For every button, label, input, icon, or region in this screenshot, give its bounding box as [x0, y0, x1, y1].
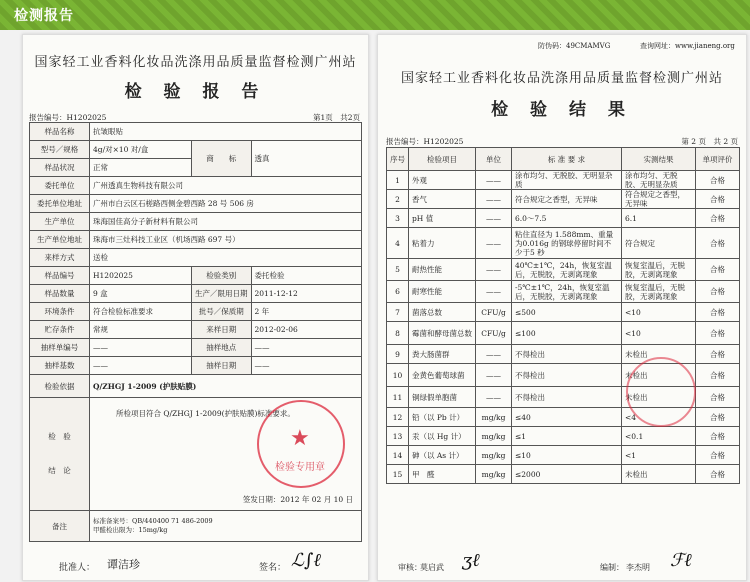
- cell-eval: 合格: [696, 446, 740, 465]
- cell-eval: 合格: [696, 281, 740, 303]
- cell-res: 6.1: [622, 209, 696, 228]
- cell-label: 生产单位: [30, 213, 90, 231]
- cell-item: 香气: [409, 190, 476, 209]
- page-number: 第 2 页 共 2 页: [681, 137, 738, 146]
- table-row: [30, 195, 362, 213]
- cell-value: 广州透真生物科技有限公司: [90, 177, 362, 195]
- table-row: [387, 259, 740, 281]
- reviewer-signature: ʒℓ: [462, 550, 480, 571]
- cell-label: 委托单位: [30, 177, 90, 195]
- cell-value: 珠海市三灶科技工业区（机场西路 697 号）: [90, 231, 362, 249]
- cell-label: 来样日期: [192, 321, 252, 339]
- cell-value: H1202025: [90, 267, 192, 285]
- cell-eval: 合格: [696, 427, 740, 446]
- cell-std: 不得检出: [512, 364, 622, 387]
- cell-res: 未检出: [622, 465, 696, 484]
- cell-res: <1: [622, 446, 696, 465]
- cell-eval: 合格: [696, 209, 740, 228]
- cell-eval: 合格: [696, 303, 740, 322]
- cell-no: 7: [387, 303, 409, 322]
- cell-no: 13: [387, 427, 409, 446]
- seal-star-icon: ★: [290, 426, 310, 451]
- report-number: 报告编号：H1202025: [386, 137, 464, 146]
- cell-no: 11: [387, 387, 409, 408]
- cell-label: 商 标: [192, 141, 252, 177]
- cell-item: 铜绿假单胞菌: [409, 387, 476, 408]
- cell-label: 环境条件: [30, 303, 90, 321]
- cell-unit: mg/kg: [476, 427, 512, 446]
- cell-unit: mg/kg: [476, 465, 512, 484]
- inspection-report-page: [22, 34, 369, 581]
- column-header: 序号: [387, 148, 409, 171]
- cell-eval: 合格: [696, 364, 740, 387]
- cell-label: 生产／限用日期: [192, 285, 252, 303]
- cell-label: 抽样日期: [192, 357, 252, 375]
- cell-std: ≤10: [512, 446, 622, 465]
- cell-res: 符合规定: [622, 228, 696, 259]
- table-row: [30, 249, 362, 267]
- cell-eval: 合格: [696, 387, 740, 408]
- remark-line-1: 标准备案号：QB/440400 71 486-2009: [93, 517, 213, 525]
- cell-res: 涂布均匀、无脱胶、无明显杂质: [622, 171, 696, 190]
- table-row: [387, 322, 740, 345]
- cell-res: <10: [622, 303, 696, 322]
- cell-eval: 合格: [696, 465, 740, 484]
- cell-std: ≤40: [512, 408, 622, 427]
- table-row: [387, 446, 740, 465]
- cell-no: 5: [387, 259, 409, 281]
- page-number: 第1页 共2页: [312, 113, 360, 122]
- cell-std: 涂布均匀、无脱胶、无明显杂质: [512, 171, 622, 190]
- cell-value: 抗皱眼贴: [90, 123, 362, 141]
- cell-value: 委托检验: [251, 267, 362, 285]
- cell-item: 外观: [409, 171, 476, 190]
- cell-value: 送检: [90, 249, 362, 267]
- table-row: [30, 231, 362, 249]
- cell-eval: 合格: [696, 171, 740, 190]
- cell-std: 粘住直径为 1.588mm、重量为0.016g 的钢球停留时间不少于5 秒: [512, 228, 622, 259]
- editor-name: 李杰明: [626, 563, 650, 572]
- cell-label: 批号／保质期: [192, 303, 252, 321]
- cell-unit: ——: [476, 228, 512, 259]
- cell-value: 4g/对×10 对/盒: [90, 141, 192, 159]
- cell-std: 不得检出: [512, 345, 622, 364]
- editor-signature: ℱℓ: [670, 550, 692, 571]
- approver-label: 批准人：: [59, 563, 96, 573]
- editor-label: 编制：: [600, 563, 624, 572]
- anti-fake-code: 防伪码：49CMAMVG: [538, 42, 611, 50]
- table-row: [387, 427, 740, 446]
- reviewer-label: 审核：: [398, 563, 422, 572]
- cell-no: 4: [387, 228, 409, 259]
- seal-text: 检验专用章: [275, 462, 325, 473]
- column-header: 单位: [476, 148, 512, 171]
- table-row: [387, 345, 740, 364]
- table-row: [387, 281, 740, 303]
- cell-no: 3: [387, 209, 409, 228]
- cell-std: ≤2000: [512, 465, 622, 484]
- results-seal: [626, 357, 696, 427]
- cell-no: 12: [387, 408, 409, 427]
- cell-label: 来样方式: [30, 249, 90, 267]
- cell-std: -5℃±1℃，24h，恢复室温后，无脱胶，无剥离现象: [512, 281, 622, 303]
- cell-label: 贮存条件: [30, 321, 90, 339]
- cell-value: 珠海国佳高分子新材料有限公司: [90, 213, 362, 231]
- cell-unit: mg/kg: [476, 446, 512, 465]
- verdict-label-1: 检 验: [48, 432, 71, 441]
- cell-value: ——: [90, 357, 192, 375]
- table-row: [30, 141, 362, 159]
- cell-value: 符合检验标准要求: [90, 303, 192, 321]
- cell-unit: CFU/g: [476, 303, 512, 322]
- cell-std: ≤100: [512, 322, 622, 345]
- cell-item: 铅（以 Pb 计）: [409, 408, 476, 427]
- table-row: [30, 511, 362, 542]
- org-name: 国家轻工业香料化妆品洗涤用品质量监督检测广州站: [34, 55, 357, 70]
- signature: ℒ∫ℓ: [291, 550, 321, 571]
- cell-no: 2: [387, 190, 409, 209]
- table-row: [30, 123, 362, 141]
- table-row: [30, 339, 362, 357]
- table-row: [30, 267, 362, 285]
- cell-value: 正常: [90, 159, 192, 177]
- cell-res: 恢复室温后，无脱胶，无剥离现象: [622, 281, 696, 303]
- table-row: [387, 465, 740, 484]
- cell-item: 汞（以 Hg 计）: [409, 427, 476, 446]
- cell-value: ——: [251, 339, 362, 357]
- cell-std: 40℃±1℃，24h，恢复室温后，无脱胶，无剥离现象: [512, 259, 622, 281]
- cell-value: ——: [251, 357, 362, 375]
- column-header: 检验项目: [409, 148, 476, 171]
- cell-res: 未检出: [622, 364, 696, 387]
- report-title: 检 验 报 告: [124, 82, 267, 102]
- cell-label: 样品数量: [30, 285, 90, 303]
- cell-unit: ——: [476, 190, 512, 209]
- cell-eval: 合格: [696, 322, 740, 345]
- cell-no: 1: [387, 171, 409, 190]
- cell-res: 符合规定之香型，无异味: [622, 190, 696, 209]
- cell-unit: CFU/g: [476, 322, 512, 345]
- org-name: 国家轻工业香料化妆品洗涤用品质量监督检测广州站: [400, 71, 723, 86]
- cell-res: <4: [622, 408, 696, 427]
- cell-std: ≤500: [512, 303, 622, 322]
- cell-no: 9: [387, 345, 409, 364]
- cell-std: 符合规定之香型，无异味: [512, 190, 622, 209]
- cell-value: 2 年: [251, 303, 362, 321]
- cell-item: 霉菌和酵母菌总数: [409, 322, 476, 345]
- column-header: 标 准 要 求: [512, 148, 622, 171]
- table-row: [30, 303, 362, 321]
- cell-unit: ——: [476, 281, 512, 303]
- approver-name: 谭洁珍: [107, 558, 140, 571]
- cell-unit: mg/kg: [476, 408, 512, 427]
- cell-std: ≤1: [512, 427, 622, 446]
- table-row: [30, 375, 362, 398]
- cell-label: 抽样基数: [30, 357, 90, 375]
- cell-label: 样品状况: [30, 159, 90, 177]
- table-row: [387, 190, 740, 209]
- remark-line-2: 甲醛检出限为：15mg/kg: [93, 526, 168, 534]
- cell-no: 10: [387, 364, 409, 387]
- cell-label: 样品编号: [30, 267, 90, 285]
- cell-label: 备注: [30, 511, 90, 542]
- inspection-seal: [257, 400, 345, 488]
- cell-label: 抽样单编号: [30, 339, 90, 357]
- cell-label: 生产单位地址: [30, 231, 90, 249]
- table-row: [30, 321, 362, 339]
- cell-item: 甲 醛: [409, 465, 476, 484]
- cell-value: 2012-02-06: [251, 321, 362, 339]
- cell-no: 15: [387, 465, 409, 484]
- inspection-results-page: [377, 34, 747, 581]
- banner-title: 检测报告: [14, 8, 74, 24]
- table-row: [30, 177, 362, 195]
- cell-eval: 合格: [696, 345, 740, 364]
- cell-label: 样品名称: [30, 123, 90, 141]
- signer-label: 签名：: [259, 563, 287, 573]
- sign-date: 签发日期：2012 年 02 月 10 日: [242, 495, 353, 504]
- cell-item: 砷（以 As 计）: [409, 446, 476, 465]
- cell-item: 菌落总数: [409, 303, 476, 322]
- cell-eval: 合格: [696, 228, 740, 259]
- cell-value: Q/ZHGJ 1-2009 (护肤贴膜): [90, 375, 362, 398]
- cell-value: 常规: [90, 321, 192, 339]
- cell-item: 金黄色葡萄球菌: [409, 364, 476, 387]
- cell-res: 未检出: [622, 387, 696, 408]
- results-title: 检 验 结 果: [491, 100, 633, 120]
- table-row: [30, 213, 362, 231]
- cell-unit: ——: [476, 171, 512, 190]
- top-banner: [0, 0, 750, 30]
- query-url: 查询网址：www.jianeng.org: [640, 42, 735, 50]
- cell-item: pH 值: [409, 209, 476, 228]
- cell-label: 型号／规格: [30, 141, 90, 159]
- cell-unit: ——: [476, 387, 512, 408]
- table-row: [387, 228, 740, 259]
- cell-res: 未检出: [622, 345, 696, 364]
- cell-no: 6: [387, 281, 409, 303]
- table-row: [387, 303, 740, 322]
- table-row: [30, 357, 362, 375]
- cell-std: 不得检出: [512, 387, 622, 408]
- results-table: [386, 147, 740, 484]
- cell-res: <0.1: [622, 427, 696, 446]
- column-header: 单项评价: [696, 148, 740, 171]
- cell-no: 14: [387, 446, 409, 465]
- report-number: 报告编号：H1202025: [29, 113, 107, 122]
- cell-unit: ——: [476, 259, 512, 281]
- cell-value: ——: [90, 339, 192, 357]
- cell-label: 抽样地点: [192, 339, 252, 357]
- cell-std: 6.0～7.5: [512, 209, 622, 228]
- table-row: [387, 209, 740, 228]
- cell-label: 检验依据: [30, 375, 90, 398]
- cell-item: 粪大肠菌群: [409, 345, 476, 364]
- cell-eval: 合格: [696, 408, 740, 427]
- cell-value: 透真: [251, 141, 362, 177]
- cell-label: 委托单位地址: [30, 195, 90, 213]
- verdict-text: 所检项目符合 Q/ZHGJ 1-2009(护肤贴膜)标准要求。: [116, 409, 295, 418]
- reviewer-name: 莫启武: [420, 563, 444, 572]
- cell-unit: ——: [476, 345, 512, 364]
- cell-value: 2011-12-12: [251, 285, 362, 303]
- cell-eval: 合格: [696, 259, 740, 281]
- cell-item: 耐寒性能: [409, 281, 476, 303]
- cell-item: 耐热性能: [409, 259, 476, 281]
- table-row: [30, 285, 362, 303]
- cell-item: 粘着力: [409, 228, 476, 259]
- cell-unit: ——: [476, 364, 512, 387]
- cell-value: 广州市白云区石槎路西侧金碧西路 28 号 506 房: [90, 195, 362, 213]
- cell-label: 检验类别: [192, 267, 252, 285]
- cell-res: 恢复室温后，无脱胶，无剥离现象: [622, 259, 696, 281]
- table-row: [387, 171, 740, 190]
- cell-unit: ——: [476, 209, 512, 228]
- results-header-row: [387, 148, 740, 171]
- cell-value: 9 盒: [90, 285, 192, 303]
- column-header: 实测结果: [622, 148, 696, 171]
- cell-eval: 合格: [696, 190, 740, 209]
- cell-res: <10: [622, 322, 696, 345]
- verdict-label-2: 结 论: [48, 466, 71, 475]
- cell-no: 8: [387, 322, 409, 345]
